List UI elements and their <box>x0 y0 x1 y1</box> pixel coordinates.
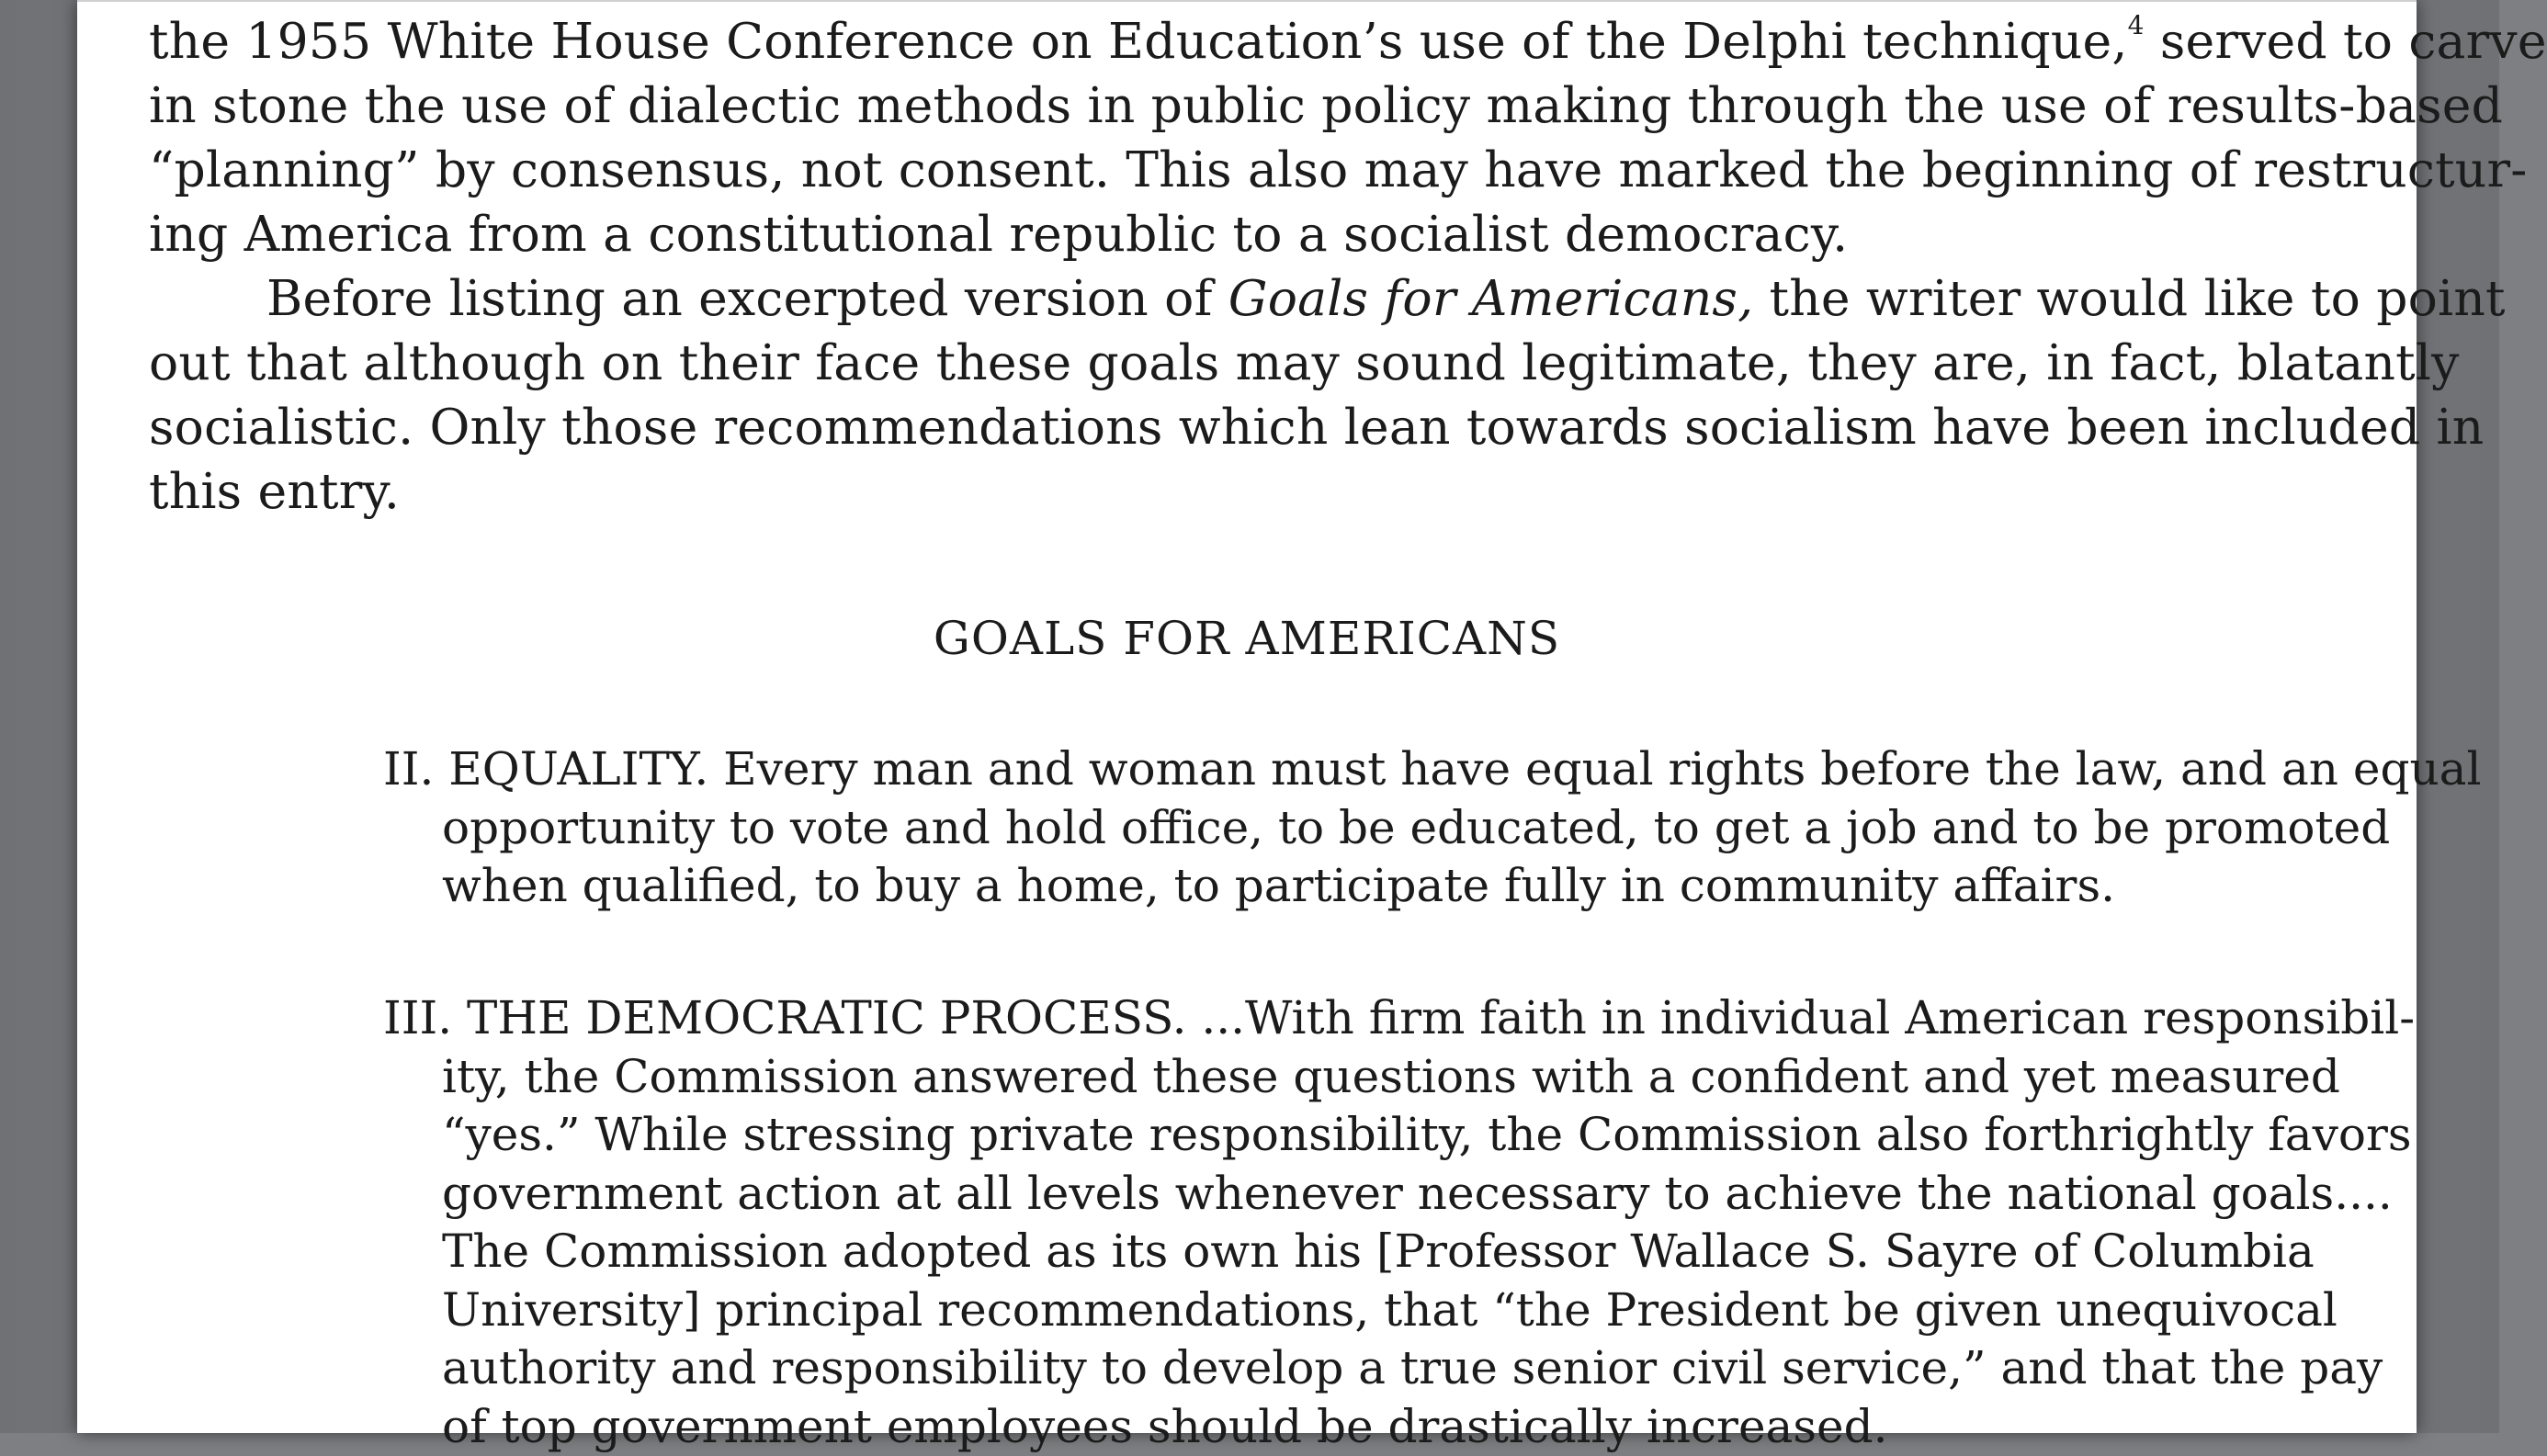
paragraph-1-line-1 <box>149 9 2328 73</box>
goal-line: of top government employees should be drastically increased. <box>383 1398 2213 1456</box>
paragraph-2 <box>149 266 2328 524</box>
goal-line: authority and responsibility to develop a true senior civil service,” and that the pay <box>383 1339 2213 1398</box>
goal-line: ity, the Commission answered these questions with a confident and yet measured <box>383 1048 2213 1107</box>
paragraph-1-line-3: “planning” by consensus, not consent. This also may have marked the beginning of restructur- <box>149 138 2328 202</box>
goal-item-equality <box>383 740 2213 916</box>
paragraph-2-line-2: out that although on their face these goals may sound legitimate, they are, in fact, blatantly <box>149 331 2328 395</box>
book-title-italic: Goals for Americans, <box>1228 269 1754 327</box>
footnote-reference[interactable]: 4 <box>2128 10 2145 40</box>
goal-line: when qualified, to buy a home, to participate fully in community affairs. <box>383 857 2213 916</box>
page-top-edge <box>77 0 2417 2</box>
goal-line: “yes.” While stressing private responsibility, the Commission also forthrightly favors <box>383 1106 2213 1165</box>
goal-line: opportunity to vote and hold office, to be educated, to get a job and to be promoted <box>383 799 2213 858</box>
goal-line: University] principal recommendations, that “the President be given unequivocal <box>383 1281 2213 1340</box>
paragraph-1-line-2: in stone the use of dialectic methods in public policy making through the use of results-based <box>149 73 2328 138</box>
text-span: served to carve <box>2145 12 2547 70</box>
goal-line: government action at all levels whenever necessary to achieve the national goals.... <box>383 1165 2213 1224</box>
goal-item-democratic-process <box>383 989 2213 1456</box>
text-span: the writer would like to point <box>1753 269 2505 327</box>
document-page[interactable] <box>77 0 2417 1433</box>
paragraph-2-line-1 <box>149 266 2328 331</box>
goal-line: The Commission adopted as its own his [Professor Wallace S. Sayre of Columbia <box>383 1223 2213 1281</box>
paragraph-2-line-3: socialistic. Only those recommendations which lean towards socialism have been included in <box>149 395 2328 459</box>
text-span: Before listing an excerpted version of <box>266 269 1228 327</box>
paragraph-1 <box>149 9 2328 266</box>
text-span: the 1955 White House Conference on Education’s use of the Delphi technique, <box>149 12 2128 70</box>
section-heading: GOALS FOR AMERICANS <box>77 606 2417 671</box>
paragraph-2-line-4: this entry. <box>149 459 2328 524</box>
paragraph-1-line-4: ing America from a constitutional republic to a socialist democracy. <box>149 202 2328 266</box>
goal-line: III. THE DEMOCRATIC PROCESS. ...With firm faith in individual American responsibil- <box>383 989 2213 1048</box>
goal-line: II. EQUALITY. Every man and woman must have equal rights before the law, and an equal <box>383 740 2213 799</box>
